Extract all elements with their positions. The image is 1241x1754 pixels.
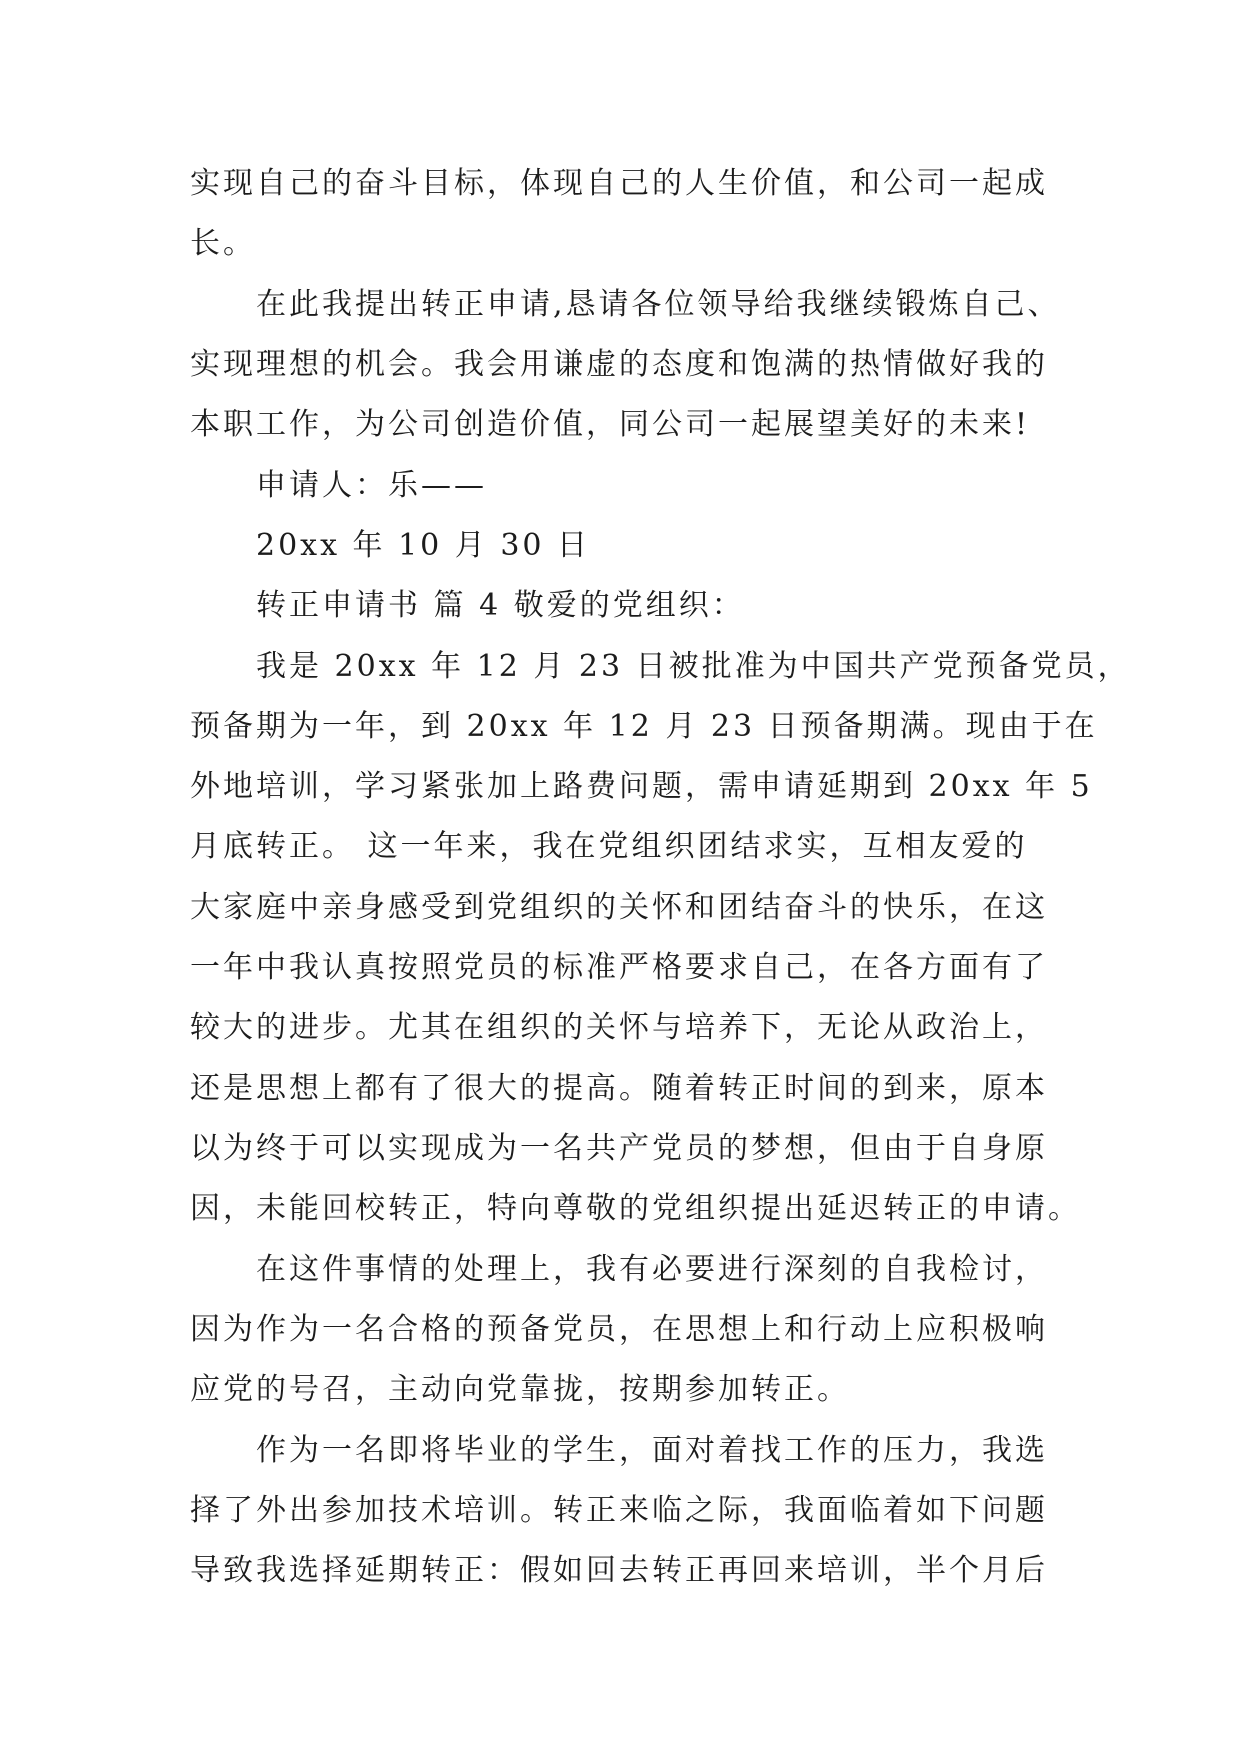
text-line: 实现自己的奋斗目标，体现自己的人生价值，和公司一起成 bbox=[190, 166, 1048, 201]
text-line: 以为终于可以实现成为一名共产党员的梦想，但由于自身原 bbox=[190, 1131, 1048, 1166]
text-line: 我是 20xx 年 12 月 23 日被批准为中国共产党预备党员， bbox=[256, 649, 1131, 684]
text-line: 一年中我认真按照党员的标准严格要求自己，在各方面有了 bbox=[190, 950, 1048, 985]
text-line: 长。 bbox=[190, 226, 256, 261]
text-line: 较大的进步。尤其在组织的关怀与培养下，无论从政治上， bbox=[190, 1010, 1048, 1045]
text-line: 实现理想的机会。我会用谦虚的态度和饱满的热情做好我的 bbox=[190, 347, 1048, 382]
text-line: 预备期为一年，到 20xx 年 12 月 23 日预备期满。现由于在 bbox=[190, 709, 1098, 744]
text-line: 应党的号召，主动向党靠拢，按期参加转正。 bbox=[190, 1372, 850, 1407]
text-line: 在这件事情的处理上，我有必要进行深刻的自我检讨， bbox=[256, 1252, 1048, 1287]
text-line: 申请人：乐—— bbox=[256, 468, 487, 503]
text-line: 本职工作，为公司创造价值，同公司一起展望美好的未来! bbox=[190, 407, 1031, 442]
text-line: 导致我选择延期转正：假如回去转正再回来培训，半个月后 bbox=[190, 1553, 1048, 1588]
text-line: 因为作为一名合格的预备党员，在思想上和行动上应积极响 bbox=[190, 1312, 1048, 1347]
text-line: 月底转正。 这一年来，我在党组织团结求实，互相友爱的 bbox=[190, 829, 1028, 864]
text-line: 因，未能回校转正，特向尊敬的党组织提出延迟转正的申请。 bbox=[190, 1191, 1081, 1226]
text-line: 在此我提出转正申请,恳请各位领导给我继续锻炼自己、 bbox=[256, 287, 1061, 322]
text-line: 外地培训，学习紧张加上路费问题，需申请延期到 20xx 年 5 bbox=[190, 769, 1093, 804]
text-line: 20xx 年 10 月 30 日 bbox=[256, 528, 591, 563]
text-line: 转正申请书 篇 4 敬爱的党组织： bbox=[256, 588, 745, 623]
text-line: 还是思想上都有了很大的提高。随着转正时间的到来，原本 bbox=[190, 1071, 1048, 1106]
text-line: 作为一名即将毕业的学生，面对着找工作的压力，我选 bbox=[256, 1433, 1048, 1468]
text-line: 大家庭中亲身感受到党组织的关怀和团结奋斗的快乐，在这 bbox=[190, 890, 1048, 925]
text-line: 择了外出参加技术培训。转正来临之际，我面临着如下问题 bbox=[190, 1493, 1048, 1528]
